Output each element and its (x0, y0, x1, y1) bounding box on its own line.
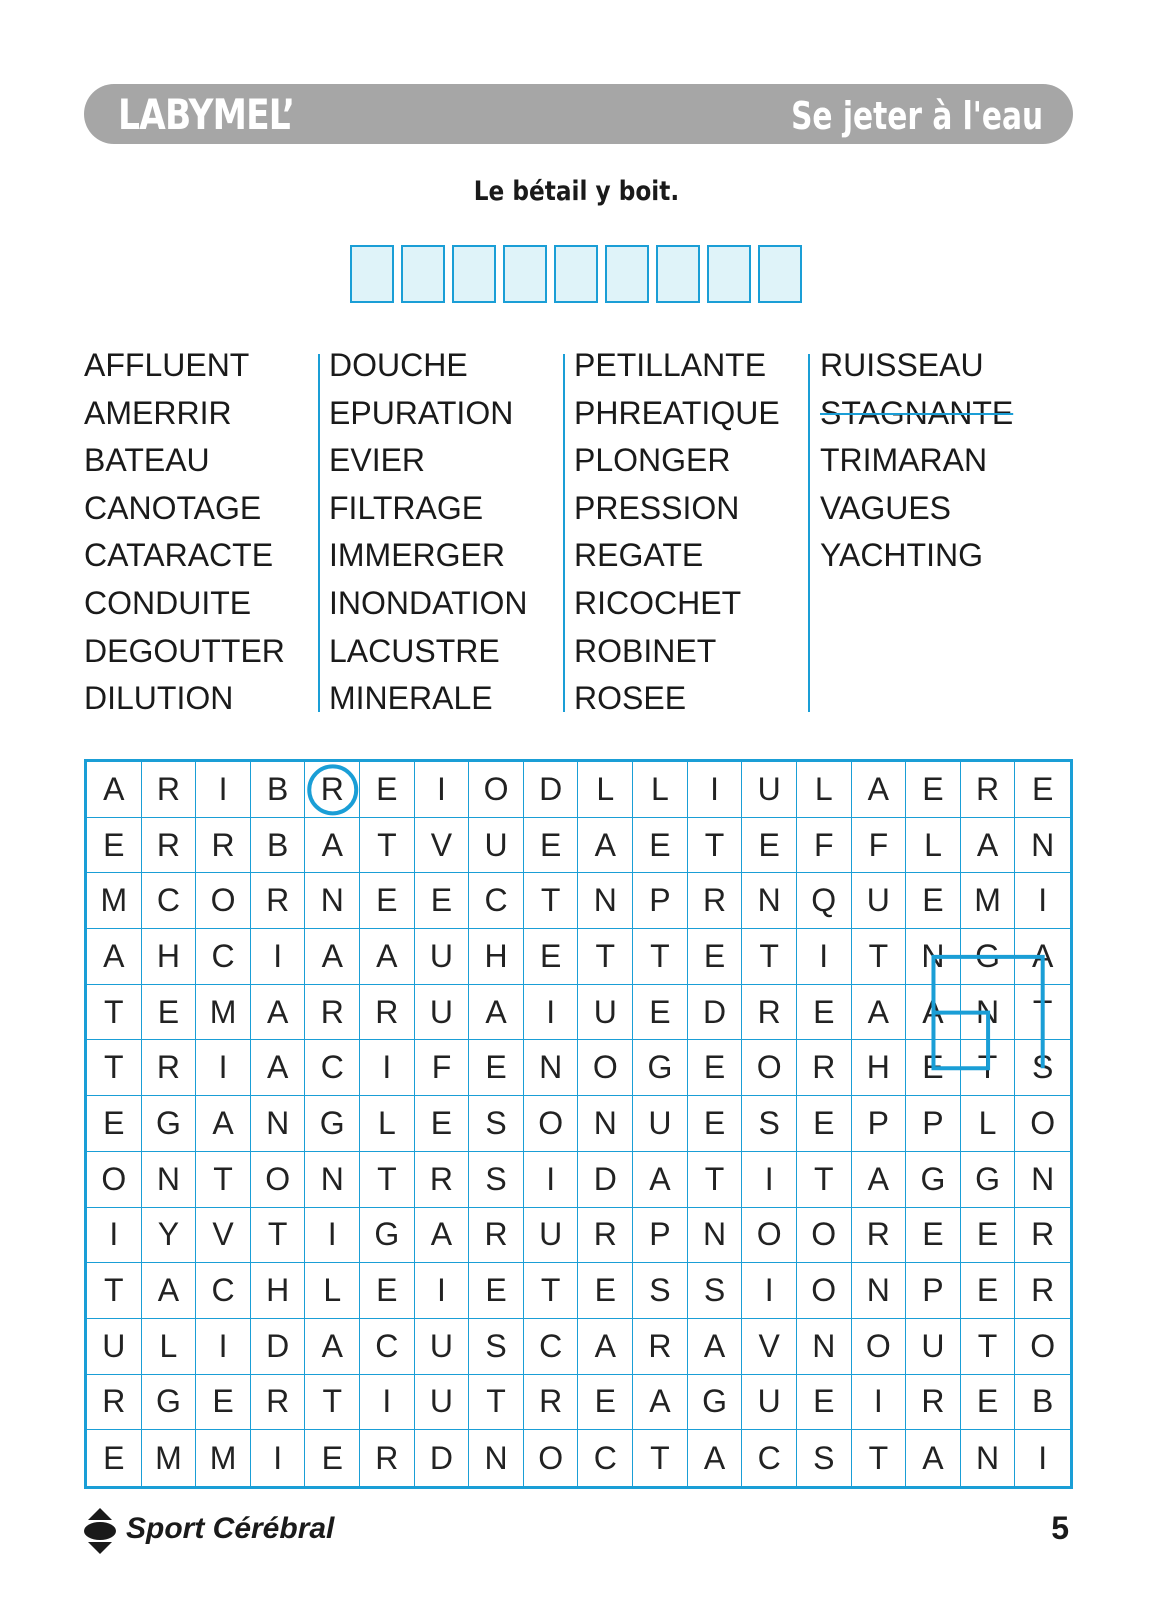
letter-grid[interactable] (84, 759, 1073, 1489)
grid-cell[interactable]: G (142, 1375, 197, 1431)
word-list-item: PRESSION (574, 489, 740, 526)
grid-cell[interactable]: C (196, 1263, 251, 1319)
grid-cell[interactable]: R (415, 1152, 470, 1208)
grid-cell[interactable]: T (251, 1208, 306, 1264)
grid-cell[interactable]: U (742, 762, 797, 818)
word-list-item: VAGUES (820, 489, 951, 526)
grid-cell[interactable]: A (251, 985, 306, 1041)
grid-cell[interactable]: U (742, 1375, 797, 1431)
grid-cell[interactable]: A (87, 929, 142, 985)
grid-cell[interactable]: A (633, 1375, 688, 1431)
grid-cell[interactable]: F (797, 818, 852, 874)
column-divider (563, 354, 565, 712)
puzzle-title: LABYMEL’ (118, 90, 295, 139)
grid-cell[interactable]: N (578, 873, 633, 929)
grid-cell[interactable]: T (688, 1152, 743, 1208)
grid-cell[interactable]: O (524, 1096, 579, 1152)
grid-cell[interactable]: E (688, 929, 743, 985)
word-list-item: PETILLANTE (574, 347, 767, 383)
grid-cell[interactable]: T (87, 1040, 142, 1096)
grid-cell[interactable]: G (688, 1375, 743, 1431)
grid-cell[interactable]: B (251, 762, 306, 818)
grid-cell[interactable]: I (524, 1152, 579, 1208)
grid-cell[interactable]: T (961, 1319, 1016, 1375)
grid-cell[interactable]: T (742, 929, 797, 985)
grid-cell[interactable]: G (633, 1040, 688, 1096)
page-number: 5 (1051, 1510, 1069, 1546)
answer-letter-box[interactable] (758, 245, 802, 303)
grid-cell[interactable]: E (87, 1430, 142, 1486)
grid-cell[interactable]: N (797, 1319, 852, 1375)
grid-cell[interactable]: A (305, 929, 360, 985)
grid-cell[interactable]: N (524, 1040, 579, 1096)
grid-cell[interactable]: E (469, 1263, 524, 1319)
grid-cell[interactable]: U (415, 1375, 470, 1431)
word-list-item: FILTRAGE (329, 489, 484, 526)
grid-cell[interactable]: A (852, 762, 907, 818)
grid-cell[interactable]: U (415, 929, 470, 985)
grid-cell[interactable]: H (852, 1040, 907, 1096)
grid-cell[interactable]: L (797, 762, 852, 818)
grid-cell[interactable]: G (906, 1152, 961, 1208)
grid-cell[interactable]: I (87, 1208, 142, 1264)
word-list-item: CONDUITE (84, 584, 252, 621)
grid-cell[interactable]: I (360, 1040, 415, 1096)
grid-cell[interactable]: I (196, 1040, 251, 1096)
grid-cell[interactable]: I (196, 762, 251, 818)
grid-cell[interactable]: T (852, 929, 907, 985)
grid-cell[interactable]: M (196, 985, 251, 1041)
grid-cell[interactable]: H (469, 929, 524, 985)
grid-cell[interactable]: E (797, 985, 852, 1041)
grid-cell[interactable]: E (961, 1263, 1016, 1319)
grid-cell[interactable]: R (142, 1040, 197, 1096)
grid-cell[interactable]: E (360, 762, 415, 818)
grid-cell[interactable]: E (415, 873, 470, 929)
grid-cell[interactable]: R (305, 762, 360, 818)
grid-cell[interactable]: N (1015, 1152, 1070, 1208)
grid-cell[interactable]: F (415, 1040, 470, 1096)
grid-cell[interactable]: A (142, 1263, 197, 1319)
grid-cell[interactable]: N (305, 873, 360, 929)
word-list-item: PLONGER (574, 442, 731, 479)
grid-cell[interactable]: L (633, 762, 688, 818)
grid-cell[interactable]: G (961, 1152, 1016, 1208)
grid-cell[interactable]: I (797, 929, 852, 985)
grid-cell[interactable]: T (469, 1375, 524, 1431)
grid-cell[interactable]: E (578, 1375, 633, 1431)
word-list-item: EPURATION (329, 394, 514, 431)
grid-cell[interactable]: E (906, 1040, 961, 1096)
grid-cell[interactable]: R (469, 1208, 524, 1264)
grid-cell[interactable]: D (688, 985, 743, 1041)
grid-cell[interactable]: V (742, 1319, 797, 1375)
grid-cell[interactable]: E (360, 1263, 415, 1319)
grid-cell[interactable]: B (1015, 1375, 1070, 1431)
grid-cell[interactable]: A (305, 818, 360, 874)
grid-cell[interactable]: P (633, 1208, 688, 1264)
grid-cell[interactable]: H (142, 929, 197, 985)
grid-cell[interactable]: N (1015, 818, 1070, 874)
grid-cell[interactable]: U (852, 873, 907, 929)
grid-cell[interactable]: R (360, 1430, 415, 1486)
grid-cell[interactable]: E (633, 985, 688, 1041)
grid-cell[interactable]: O (742, 1208, 797, 1264)
grid-cell[interactable]: L (961, 1096, 1016, 1152)
grid-cell[interactable]: C (360, 1319, 415, 1375)
grid-cell[interactable]: R (688, 873, 743, 929)
grid-cell[interactable]: A (961, 818, 1016, 874)
grid-cell[interactable]: T (524, 873, 579, 929)
grid-cell[interactable]: A (87, 762, 142, 818)
grid-cell[interactable]: A (633, 1152, 688, 1208)
grid-cell[interactable]: I (415, 1263, 470, 1319)
grid-cell[interactable]: R (360, 985, 415, 1041)
grid-cell[interactable]: T (87, 1263, 142, 1319)
grid-cell[interactable]: R (633, 1319, 688, 1375)
grid-cell[interactable]: M (196, 1430, 251, 1486)
grid-cell[interactable]: E (87, 818, 142, 874)
puzzle-theme: Se jeter à l'eau (790, 94, 1043, 138)
grid-cell[interactable]: C (305, 1040, 360, 1096)
grid-cell[interactable]: A (360, 929, 415, 985)
grid-cell[interactable]: T (633, 929, 688, 985)
grid-cell[interactable]: R (251, 1375, 306, 1431)
grid-cell[interactable]: F (852, 818, 907, 874)
grid-cell[interactable]: E (961, 1208, 1016, 1264)
grid-cell[interactable]: A (251, 1040, 306, 1096)
grid-cell[interactable]: I (196, 1319, 251, 1375)
grid-cell[interactable]: I (852, 1375, 907, 1431)
grid-cell[interactable]: O (742, 1040, 797, 1096)
grid-cell[interactable]: N (852, 1263, 907, 1319)
grid-cell[interactable]: H (251, 1263, 306, 1319)
word-list-item: MINERALE (329, 680, 493, 717)
grid-cell[interactable]: E (360, 873, 415, 929)
grid-cell[interactable]: O (1015, 1319, 1070, 1375)
grid-cell[interactable]: M (87, 873, 142, 929)
grid-cell[interactable]: A (305, 1319, 360, 1375)
grid-cell[interactable]: R (142, 818, 197, 874)
grid-cell[interactable]: P (633, 873, 688, 929)
grid-cell[interactable]: E (633, 818, 688, 874)
grid-cell[interactable]: C (196, 929, 251, 985)
word-list-item: RUISSEAU (820, 347, 984, 383)
grid-cell[interactable]: A (906, 985, 961, 1041)
word-list-item: DOUCHE (329, 347, 468, 383)
grid-cell[interactable]: U (524, 1208, 579, 1264)
word-list-column-2 (329, 346, 528, 727)
grid-cell[interactable]: N (906, 929, 961, 985)
grid-cell[interactable]: G (142, 1096, 197, 1152)
grid-cell[interactable]: N (142, 1152, 197, 1208)
grid-cell[interactable]: R (797, 1040, 852, 1096)
grid-cell[interactable]: C (742, 1430, 797, 1486)
word-list-item: ROSEE (574, 680, 687, 717)
word-list-item: EVIER (329, 442, 426, 479)
grid-cell[interactable]: A (852, 1152, 907, 1208)
grid-cell[interactable]: T (360, 1152, 415, 1208)
word-list-item: CATARACTE (84, 537, 274, 574)
column-divider (808, 354, 810, 712)
grid-cell[interactable]: A (196, 1096, 251, 1152)
grid-cell[interactable]: O (469, 762, 524, 818)
answer-letter-box[interactable] (605, 245, 649, 303)
grid-cell[interactable]: I (251, 929, 306, 985)
grid-cell[interactable]: T (578, 929, 633, 985)
grid-cell[interactable]: G (305, 1096, 360, 1152)
grid-cell[interactable]: L (305, 1263, 360, 1319)
answer-letter-box[interactable] (503, 245, 547, 303)
grid-cell[interactable]: A (1015, 929, 1070, 985)
word-list-item: PHREATIQUE (574, 394, 780, 431)
grid-cell[interactable]: T (87, 985, 142, 1041)
grid-cell[interactable]: T (196, 1152, 251, 1208)
grid-cell[interactable]: S (469, 1319, 524, 1375)
word-list-item: YACHTING (820, 537, 983, 574)
grid-cell[interactable]: R (1015, 1208, 1070, 1264)
grid-cell[interactable]: C (469, 873, 524, 929)
grid-cell[interactable]: I (251, 1430, 306, 1486)
answer-letter-box[interactable] (656, 245, 700, 303)
grid-cell[interactable]: A (469, 985, 524, 1041)
grid-cell[interactable]: I (1038, 1439, 1048, 1476)
grid-cell[interactable]: T (852, 1430, 907, 1486)
word-list-item: IMMERGER (329, 537, 505, 574)
grid-cell[interactable]: E (797, 1375, 852, 1431)
grid-cell[interactable]: L (142, 1319, 197, 1375)
answer-letter-box[interactable] (554, 245, 598, 303)
grid-cell[interactable]: N (251, 1096, 306, 1152)
grid-cell[interactable]: E (906, 1208, 961, 1264)
grid-cell[interactable]: I (688, 762, 743, 818)
grid-cell[interactable]: E (142, 985, 197, 1041)
grid-cell[interactable]: Y (142, 1208, 197, 1264)
grid-cell[interactable]: E (415, 1096, 470, 1152)
grid-cell[interactable]: E (1015, 762, 1070, 818)
grid-cell[interactable]: M (961, 873, 1016, 929)
grid-cell[interactable]: E (688, 1040, 743, 1096)
word-list-column-4 (820, 346, 1013, 584)
answer-letter-box[interactable] (350, 245, 394, 303)
grid-cell[interactable]: A (578, 818, 633, 874)
grid-cell[interactable]: T (797, 1152, 852, 1208)
sport-cerebral-logo-icon (84, 1508, 116, 1554)
grid-cell[interactable]: P (852, 1096, 907, 1152)
grid-cell[interactable]: E (797, 1096, 852, 1152)
grid-cell[interactable]: U (633, 1096, 688, 1152)
answer-boxes[interactable] (350, 245, 809, 307)
word-list-item: BATEAU (84, 442, 210, 479)
grid-cell[interactable]: Q (797, 873, 852, 929)
grid-cell[interactable]: A (688, 1430, 743, 1486)
grid-cell[interactable]: U (87, 1319, 142, 1375)
grid-cell[interactable]: D (524, 762, 579, 818)
grid-cell[interactable]: O (524, 1430, 579, 1486)
grid-cell[interactable]: T (524, 1263, 579, 1319)
grid-cell[interactable]: T (1015, 985, 1070, 1041)
grid-cell[interactable]: A (852, 985, 907, 1041)
grid-cell[interactable]: U (415, 985, 470, 1041)
grid-cell[interactable]: O (87, 1152, 142, 1208)
grid-cell[interactable]: O (797, 1208, 852, 1264)
grid-cell[interactable]: R (305, 985, 360, 1041)
grid-cell[interactable]: T (305, 1375, 360, 1431)
grid-cell[interactable]: I (360, 1375, 415, 1431)
grid-cell[interactable]: G (360, 1208, 415, 1264)
grid-cell[interactable]: N (469, 1430, 524, 1486)
grid-cell[interactable]: U (469, 818, 524, 874)
clue-text: Le bétail y boit. (473, 176, 680, 207)
grid-cell[interactable]: R (1015, 1263, 1070, 1319)
word-list-item: ROBINET (574, 632, 717, 669)
grid-cell[interactable]: C (524, 1319, 579, 1375)
grid-cell[interactable]: S (469, 1096, 524, 1152)
grid-cell[interactable]: N (961, 985, 1016, 1041)
grid-cell[interactable]: E (469, 1040, 524, 1096)
grid-cell[interactable]: P (906, 1263, 961, 1319)
grid-cell[interactable]: U (906, 1319, 961, 1375)
grid-cell[interactable]: E (742, 818, 797, 874)
grid-cell[interactable]: S (688, 1263, 743, 1319)
grid-cell[interactable]: T (633, 1430, 688, 1486)
grid-cell[interactable]: R (196, 818, 251, 874)
grid-cell[interactable]: T (360, 818, 415, 874)
grid-cell[interactable]: O (578, 1040, 633, 1096)
grid-cell[interactable]: R (852, 1208, 907, 1264)
grid-cell[interactable]: D (251, 1319, 306, 1375)
grid-cell[interactable]: I (415, 762, 470, 818)
grid-cell[interactable]: E (906, 873, 961, 929)
word-list-column-1 (84, 346, 285, 727)
grid-cell[interactable]: R (742, 985, 797, 1041)
grid-cell[interactable]: C (142, 873, 197, 929)
grid-cell[interactable]: C (578, 1430, 633, 1486)
grid-cell[interactable]: A (906, 1430, 961, 1486)
grid-cell[interactable]: I (305, 1208, 360, 1264)
grid-cell[interactable]: O (196, 873, 251, 929)
grid-cell[interactable]: R (961, 762, 1016, 818)
grid-cell[interactable]: E (87, 1096, 142, 1152)
word-list-column-3 (574, 346, 780, 727)
grid-cell[interactable]: R (578, 1208, 633, 1264)
grid-cell[interactable]: L (578, 762, 633, 818)
grid-cell[interactable]: R (142, 762, 197, 818)
grid-cell[interactable]: I (742, 1263, 797, 1319)
grid-cell[interactable]: E (524, 929, 579, 985)
grid-cell[interactable]: T (688, 818, 743, 874)
grid-cell[interactable]: U (415, 1319, 470, 1375)
grid-cell[interactable]: N (305, 1152, 360, 1208)
grid-cell[interactable]: E (305, 1430, 360, 1486)
grid-cell[interactable]: N (742, 873, 797, 929)
word-list-item: AMERRIR (84, 394, 232, 431)
grid-cell[interactable]: U (578, 985, 633, 1041)
grid-cell[interactable]: I (742, 1152, 797, 1208)
grid-cell[interactable]: E (961, 1375, 1016, 1431)
answer-letter-box[interactable] (707, 245, 751, 303)
grid-cell[interactable]: R (524, 1375, 579, 1431)
grid-cell[interactable]: D (415, 1430, 470, 1486)
grid-cell[interactable]: V (415, 818, 470, 874)
grid-cell[interactable]: O (1015, 1096, 1070, 1152)
grid-cell[interactable]: V (196, 1208, 251, 1264)
grid-cell[interactable]: T (961, 1040, 1016, 1096)
grid-cell[interactable]: R (87, 1375, 142, 1431)
footer-brand: Sport Cérébral (126, 1512, 335, 1545)
grid-cell[interactable]: M (142, 1430, 197, 1486)
grid-cell[interactable]: R (906, 1375, 961, 1431)
grid-cell[interactable]: B (251, 818, 306, 874)
grid-cell[interactable]: E (578, 1263, 633, 1319)
grid-cell[interactable]: S (1015, 1040, 1070, 1096)
word-list-item: DEGOUTTER (84, 632, 285, 669)
grid-cell[interactable]: N (688, 1208, 743, 1264)
grid-cell[interactable]: A (415, 1208, 470, 1264)
grid-cell[interactable]: L (906, 818, 961, 874)
grid-cell[interactable]: I (1015, 873, 1070, 929)
grid-cell[interactable]: O (797, 1263, 852, 1319)
grid-cell[interactable]: G (961, 929, 1016, 985)
grid-cell[interactable]: E (688, 1096, 743, 1152)
word-list-item: CANOTAGE (84, 489, 262, 526)
word-list-item: RICOCHET (574, 584, 742, 621)
word-list-item: AFFLUENT (84, 347, 250, 383)
grid-cell[interactable]: I (524, 985, 579, 1041)
grid-cell[interactable]: A (688, 1319, 743, 1375)
grid-cell[interactable]: O (251, 1152, 306, 1208)
letter-grid-area (84, 759, 1073, 1489)
grid-cell[interactable]: D (578, 1152, 633, 1208)
grid-cell[interactable]: O (852, 1319, 907, 1375)
answer-letter-box[interactable] (401, 245, 445, 303)
word-list-item: INONDATION (329, 584, 528, 621)
grid-cell[interactable]: N (578, 1096, 633, 1152)
grid-cell[interactable]: R (251, 873, 306, 929)
grid-cell[interactable]: E (906, 762, 961, 818)
grid-cell[interactable]: S (742, 1096, 797, 1152)
grid-cell[interactable]: S (633, 1263, 688, 1319)
grid-cell[interactable]: N (961, 1430, 1016, 1486)
grid-cell[interactable]: S (469, 1152, 524, 1208)
answer-letter-box[interactable] (452, 245, 496, 303)
grid-cell[interactable]: S (797, 1430, 852, 1486)
word-list-item: REGATE (574, 537, 704, 574)
word-list-item: LACUSTRE (329, 632, 500, 669)
grid-cell[interactable]: P (906, 1096, 961, 1152)
word-list-item: STAGNANTE (820, 394, 1014, 431)
grid-cell[interactable]: A (578, 1319, 633, 1375)
grid-cell[interactable]: L (360, 1096, 415, 1152)
grid-cell[interactable]: E (196, 1375, 251, 1431)
title-banner (84, 84, 1073, 144)
word-list-item: TRIMARAN (820, 442, 988, 479)
word-list-item: DILUTION (84, 680, 234, 717)
column-divider (318, 354, 320, 712)
grid-cell[interactable]: E (524, 818, 579, 874)
